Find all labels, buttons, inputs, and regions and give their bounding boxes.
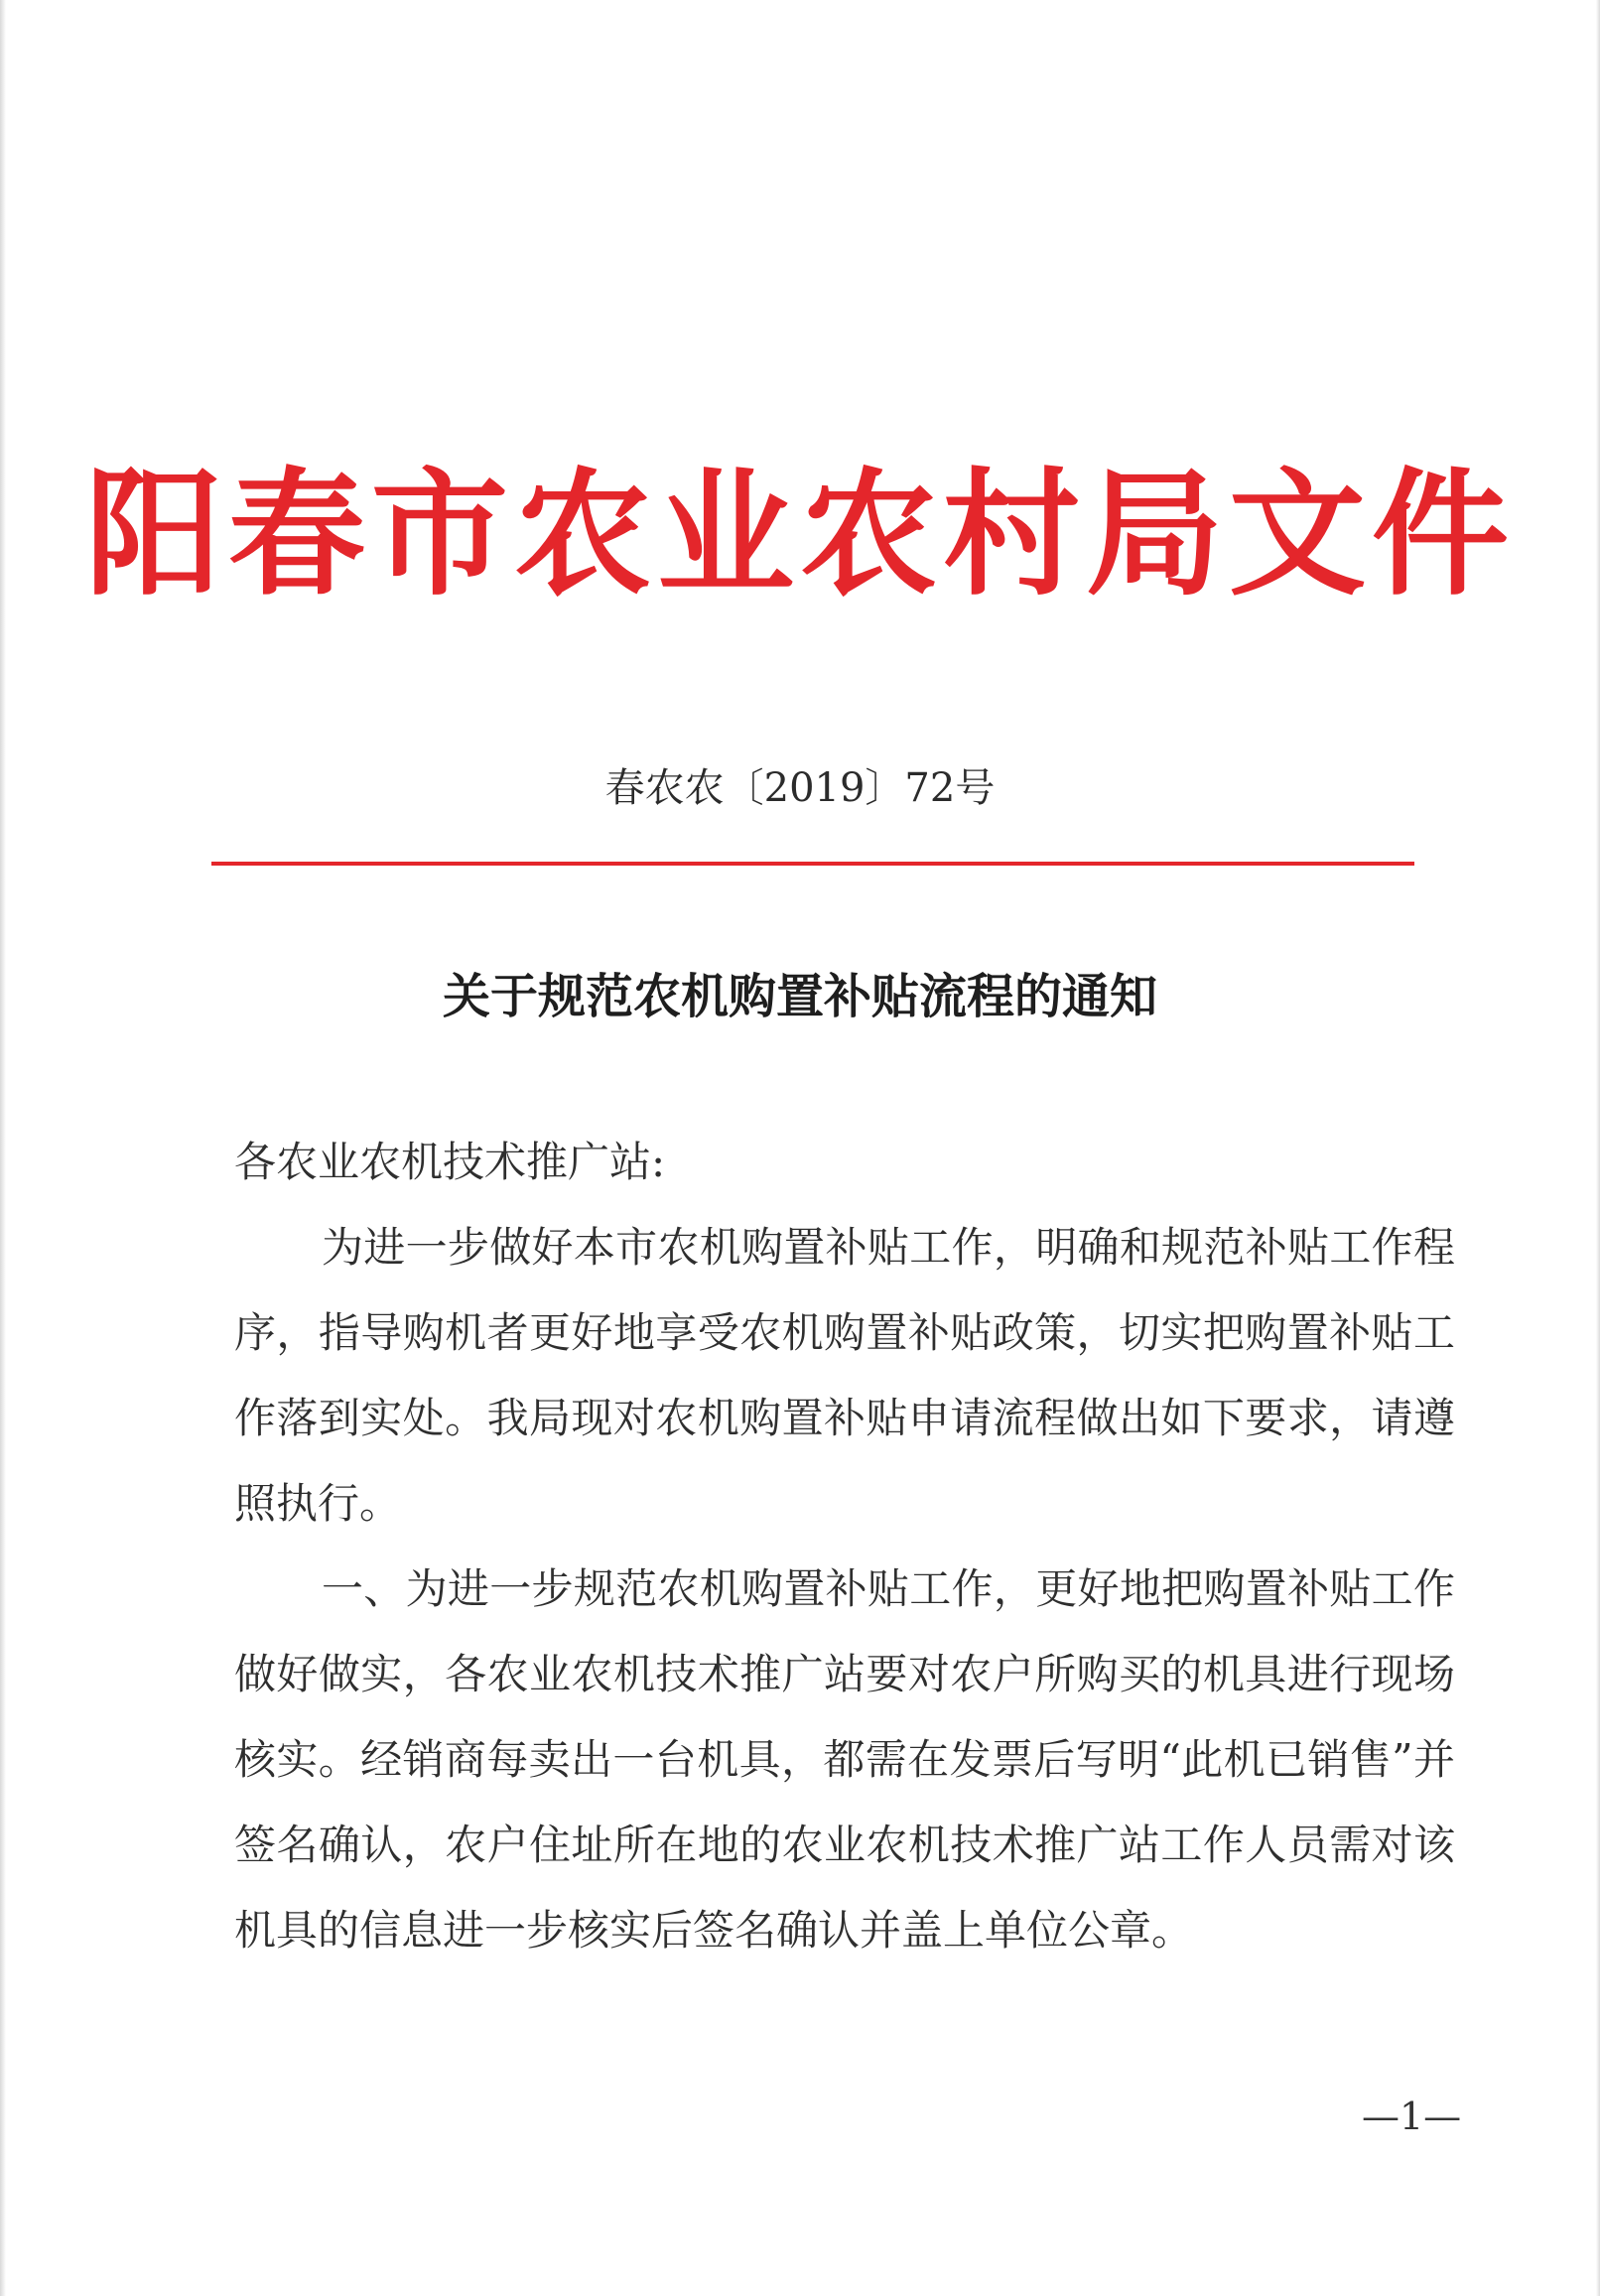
page-number: —1—	[1362, 2094, 1462, 2138]
salutation: 各农业农机技术推广站:	[234, 1138, 666, 1186]
paragraph-intro: 为进一步做好本市农机购置补贴工作，明确和规范补贴工作程序，指导购机者更好地享受农机购置补贴政策，切实把购置补贴工作落到实处。我局现对农机购置补贴申请流程做出如下要求，请遵照执行。	[234, 1223, 1455, 1528]
red-divider-line	[211, 862, 1414, 866]
paragraph-item-1: 一、为进一步规范农机购置补贴工作，更好地把购置补贴工作做好做实，各农业农机技术推广站要对农户所购买的机具进行现场核实。经销商每卖出一台机具，都需在发票后写明“此机已销售”并签名确认，农户住址所在地的农业农机技术推广站工作人员需对该机具的信息进一步核实后签名确认并盖上单位公章。	[234, 1564, 1455, 1955]
scan-edge-right	[1596, 0, 1600, 2296]
document-body	[234, 1120, 1455, 1973]
issuer-header-title: 阳春市农业农村局文件	[84, 455, 1515, 614]
notice-title: 关于规范农机购置补贴流程的通知	[442, 969, 1157, 1024]
document-number: 春农农〔2019〕72号	[604, 765, 996, 811]
scan-edge-left	[0, 0, 6, 2296]
